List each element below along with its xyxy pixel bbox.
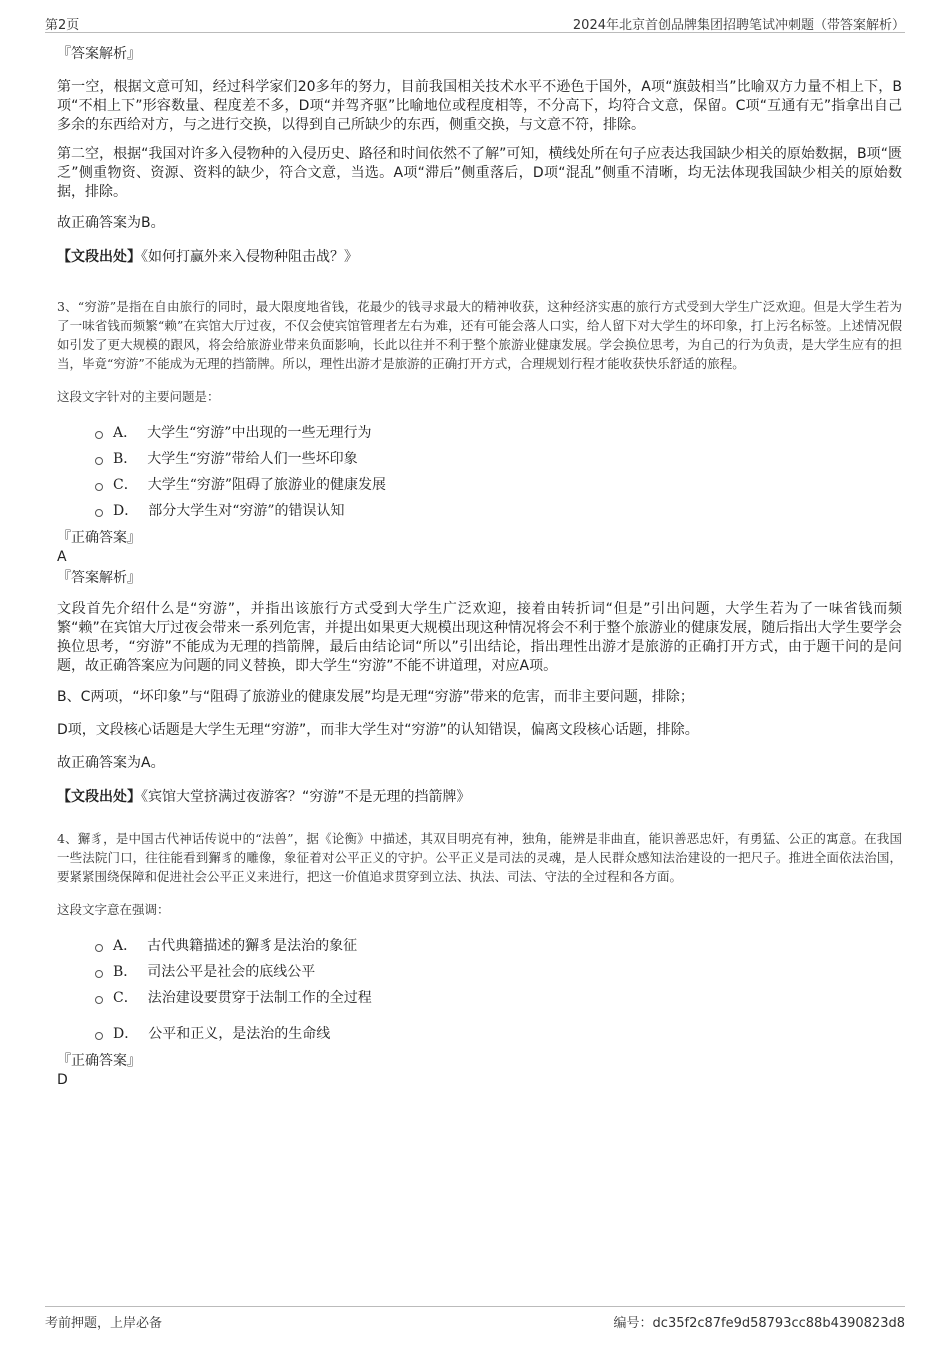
option-b[interactable]: B． 大学生“穷游”带给人们一些坏印象 — [95, 446, 902, 472]
radio-icon[interactable] — [95, 996, 103, 1004]
source-line — [57, 247, 902, 267]
option-a[interactable]: A． 大学生“穷游”中出现的一些无理行为 — [95, 420, 902, 446]
analysis-conclusion: 故正确答案为A。 — [57, 755, 165, 771]
radio-icon[interactable] — [95, 431, 103, 439]
analysis-label: 『答案解析』 — [57, 570, 141, 586]
analysis-label: 『答案解析』 — [57, 46, 141, 62]
option-list — [57, 933, 902, 1047]
question-text: 4、獬豸，是中国古代神话传说中的“法兽”，据《论衡》中描述，其双目明亮有神，独角，能辨是非曲直，能识善恶忠奸，有勇猛、公正的寓意。在我国一些法院门口，往往能看到獬豸的雕像，象征着对公平正义的守护。公平正义是司法的灵魂，是人民群众感知法治建设的一把尺子。推进全面依法治国，要紧紧围绕保障和促进社会公平正义来进行，把这一价值追求贯穿到立法、执法、司法、守法的全过程和各方面。 — [57, 831, 902, 884]
option-c[interactable]: C． 法治建设要贯穿于法制工作的全过程 — [95, 985, 902, 1011]
question-4 — [57, 829, 902, 1089]
source-title: 《如何打赢外来入侵物种阻击战？》 — [141, 249, 358, 265]
correct-answer-label: 『正确答案』 — [57, 530, 141, 546]
analysis-conclusion: 故正确答案为B。 — [57, 215, 165, 231]
document-title: 2024年北京首创品牌集团招聘笔试冲刺题（带答案解析） — [572, 18, 905, 33]
correct-answer: D — [57, 1072, 68, 1088]
page-content — [57, 44, 902, 1089]
page-number: 第2页 — [45, 18, 80, 33]
source-title: 《宾馆大堂挤满过夜游客？“穷游”不是无理的挡箭牌》 — [141, 789, 471, 805]
option-b[interactable]: B． 司法公平是社会的底线公平 — [95, 959, 902, 985]
question-prompt: 这段文字针对的主要问题是： — [57, 389, 220, 404]
analysis-paragraph: 文段首先介绍什么是“穷游”，并指出该旅行方式受到大学生广泛欢迎，接着由转折词“但是”引出问题，大学生若为了一味省钱而频繁“赖”在宾馆大厅过夜会带来一系列危害，并提出如果更大规模出现这种情况将会不利于整个旅游业的健康发展，随后指出大学生要学会换位思考，“穷游”不能成为无理的挡箭牌，最后由结论词“所以”引出结论，指出理性出游才是旅游的正确打开方式，由于题干问的是问题，故正确答案应为问题的同义替换，即大学生“穷游”不能不讲道理，对应A项。 — [57, 601, 902, 674]
radio-icon[interactable] — [95, 970, 103, 978]
question-3 — [57, 297, 902, 807]
analysis-paragraph: 第二空，根据“我国对许多入侵物种的入侵历史、路径和时间依然不了解”可知，横线处所在句子应表达我国缺少相关的原始数据，B项“匮乏”侧重物资、资源、资料的缺少，符合文意，当选。A项“滞后”侧重落后，D项“混乱”侧重不清晰，均无法体现我国缺少相关的原始数据，排除。 — [57, 146, 902, 200]
question-prompt: 这段文字意在强调： — [57, 902, 170, 917]
footer-slogan: 考前押题，上岸必备 — [45, 1316, 163, 1331]
analysis-section-q2 — [57, 44, 902, 267]
radio-icon[interactable] — [95, 457, 103, 465]
correct-answer-label: 『正确答案』 — [57, 1053, 141, 1069]
radio-icon[interactable] — [95, 483, 103, 491]
option-c[interactable]: C． 大学生“穷游”阻碍了旅游业的健康发展 — [95, 472, 902, 498]
analysis-paragraph: B、C两项，“坏印象”与“阻碍了旅游业的健康发展”均是无理“穷游”带来的危害，而非主要问题，排除； — [57, 689, 694, 705]
code-value: dc35f2c87fe9d58793cc88b4390823d8 — [652, 1316, 905, 1331]
page-header — [45, 12, 905, 33]
option-list — [57, 420, 902, 524]
source-label: 【文段出处】 — [57, 789, 141, 805]
analysis-paragraph: D项，文段核心话题是大学生无理“穷游”，而非大学生对“穷游”的认知错误，偏离文段核心话题，排除。 — [57, 722, 699, 738]
option-d[interactable]: D． 公平和正义，是法治的生命线 — [95, 1021, 902, 1047]
source-line — [57, 787, 902, 807]
source-label: 【文段出处】 — [57, 249, 141, 265]
analysis-paragraph: 第一空，根据文意可知，经过科学家们20多年的努力，目前我国相关技术水平不逊色于国外，A项“旗鼓相当”比喻双方力量不相上下，B项“不相上下”形容数量、程度差不多，D项“并驾齐驱”比喻地位或程度相等，不分高下，均符合文意，保留。C项“互通有无”指拿出自己多余的东西给对方，与之进行交换，以得到自己所缺少的东西，侧重交换，与文意不符，排除。 — [57, 79, 902, 133]
radio-icon[interactable] — [95, 1032, 103, 1040]
option-a[interactable]: A． 古代典籍描述的獬豸是法治的象征 — [95, 933, 902, 959]
option-d[interactable]: D． 部分大学生对“穷游”的错误认知 — [95, 498, 902, 524]
radio-icon[interactable] — [95, 944, 103, 952]
code-label: 编号： — [613, 1316, 653, 1331]
page-footer — [45, 1306, 905, 1329]
question-text: 3、“穷游”是指在自由旅行的同时，最大限度地省钱，花最少的钱寻求最大的精神收获，这种经济实惠的旅行方式受到大学生广泛欢迎。但是大学生若为了一味省钱而频繁“赖”在宾馆大厅过夜，不仅会使宾馆管理者左右为难，还有可能会落人口实，给人留下对大学生的坏印象，打上污名标签。上述情况假如引发了更大规模的跟风，将会给旅游业带来负面影响，长此以往并不利于整个旅游业健康发展。学会换位思考，为自己的行为负责，是大学生应有的担当，毕竟“穷游”不能成为无理的挡箭牌。所以，理性出游才是旅游的正确打开方式，合理规划行程才能收获快乐舒适的旅程。 — [57, 299, 902, 371]
radio-icon[interactable] — [95, 509, 103, 517]
correct-answer: A — [57, 549, 67, 565]
document-code — [614, 1312, 905, 1331]
